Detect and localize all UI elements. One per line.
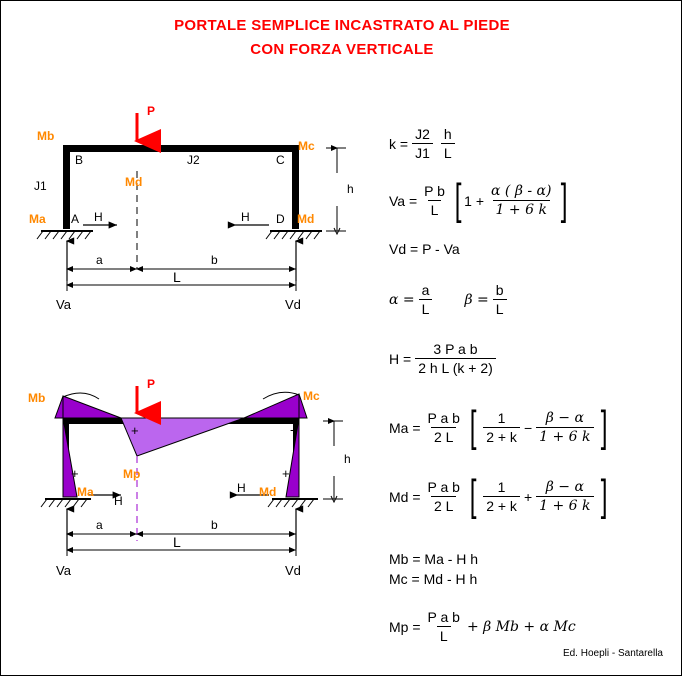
formula-mc — [389, 571, 477, 587]
label-top-Vd: Vd — [285, 297, 301, 312]
formula-mp-lhs: Mp = — [389, 618, 421, 635]
formula-md-frac1: $\frac{\text{P a b}}{2 L}$ — [427, 479, 460, 514]
formula-va — [389, 175, 571, 225]
label-bot-plus-span: + — [131, 423, 139, 438]
formula-vd — [389, 241, 460, 257]
label-top-Ma: Ma — [29, 212, 46, 226]
label-bot-Mc: Mc — [303, 389, 320, 403]
formula-md — [389, 471, 610, 521]
formula-md-lhs: Md = — [389, 488, 421, 505]
formula-ma — [389, 402, 610, 452]
formula-k — [389, 126, 459, 161]
formula-mb — [389, 551, 478, 567]
label-bot-Md: Md — [259, 485, 277, 499]
label-bot-b: b — [211, 518, 218, 532]
label-top-L: L — [173, 269, 181, 285]
formula-ma-frac2: $\frac{1}{2 + k}$ — [483, 410, 520, 445]
formula-ma-op: − — [523, 419, 533, 436]
formula-mp — [389, 609, 576, 644]
label-bot-h: h — [344, 452, 351, 466]
formula-alpha — [389, 282, 511, 317]
formula-va-lhs: Va = — [389, 192, 418, 209]
bracket-close-icon: ] — [561, 175, 568, 225]
bracket-open-icon: [ — [454, 175, 462, 225]
formula-beta-frac: $\frac{b}{L}$ — [493, 282, 507, 317]
formula-ma-lhs: Ma = — [389, 419, 421, 436]
label-top-Md-mid: Md — [125, 175, 143, 189]
formula-h — [389, 341, 500, 376]
formula-md-frac3: $\frac{\beta - \alpha}{1 + 6 k}$ — [536, 479, 593, 514]
formula-mp-tail: + β Mb + α Mc — [466, 618, 576, 635]
formula-ma-frac3: $\frac{\beta - \alpha}{1 + 6 k}$ — [536, 410, 593, 445]
formula-va-frac2: $\frac{\alpha ( \beta - \alpha)}{1 + 6 k}$ — [491, 183, 552, 218]
page-title-line2: CON FORZA VERTICALE — [250, 41, 434, 58]
label-top-J1: J1 — [34, 179, 47, 193]
label-bot-Ma: Ma — [77, 485, 94, 499]
label-top-b: b — [211, 253, 218, 267]
label-top-Mc: Mc — [298, 139, 315, 153]
label-bot-Mb: Mb — [28, 391, 46, 405]
diagrams-svg — [1, 1, 682, 677]
formula-mb-text: Mb = Ma - H h — [389, 551, 479, 567]
label-top-H-left: H — [94, 210, 103, 224]
label-bot-plus-left-col: + — [71, 466, 79, 481]
label-top-H-right: H — [241, 210, 250, 224]
label-bot-Va: Va — [56, 563, 71, 578]
formula-md-op: + — [523, 488, 533, 505]
label-top-A: A — [71, 212, 80, 226]
label-bot-P: P — [147, 377, 156, 391]
label-top-C: C — [276, 153, 285, 167]
label-top-J2: J2 — [187, 153, 200, 167]
formula-vd-text: Vd = P - Va — [389, 241, 460, 257]
bracket-close-icon: ] — [600, 471, 607, 521]
label-top-P: P — [147, 104, 156, 118]
page-title-line1: PORTALE SEMPLICE INCASTRATO AL PIEDE — [174, 17, 510, 34]
label-bot-Vd: Vd — [285, 563, 301, 578]
label-top-Va: Va — [56, 297, 71, 312]
bracket-open-icon: [ — [469, 471, 477, 521]
formula-va-inner-lead: 1 + — [464, 192, 485, 209]
label-top-a: a — [96, 253, 103, 267]
label-top-Mb: Mb — [37, 129, 55, 143]
label-bot-a: a — [96, 518, 103, 532]
bracket-open-icon: [ — [469, 402, 477, 452]
label-bot-minus-right: - — [290, 422, 295, 437]
label-bot-plus-right-col: + — [282, 466, 290, 481]
formula-mc-text: Mc = Md - H h — [389, 571, 478, 587]
formula-k-frac2: $\frac{h}{L}$ — [441, 126, 455, 161]
formula-h-lhs: H = — [389, 350, 412, 367]
formula-alpha-lhs: α = — [389, 291, 415, 308]
label-bot-H-right: H — [237, 481, 246, 495]
label-top-Md: Md — [297, 212, 315, 226]
formula-h-frac: $\frac{\text{3 P a b}}{\text{2 h L (k + 2)}}$ — [415, 341, 496, 376]
bracket-close-icon: ] — [600, 402, 607, 452]
label-top-D: D — [276, 212, 285, 226]
label-bot-Mp: Mp — [123, 467, 141, 481]
formula-md-frac2: $\frac{1}{2 + k}$ — [483, 479, 520, 514]
label-bot-L: L — [173, 534, 181, 550]
formula-va-frac1: $\frac{\text{P b}}{L}$ — [424, 183, 445, 218]
label-bot-H-left: H — [114, 494, 123, 508]
label-top-h: h — [347, 182, 354, 196]
formula-ma-frac1: $\frac{\text{P a b}}{2 L}$ — [427, 410, 460, 445]
label-top-B: B — [75, 153, 84, 167]
formula-beta-lhs: β = — [464, 291, 489, 308]
formula-mp-frac: $\frac{\text{P a b}}{L}$ — [427, 609, 460, 644]
formula-k-frac1: $\frac{J2}{J1}$ — [412, 126, 433, 161]
formula-k-lhs: k = — [389, 135, 409, 152]
credit-text: Ed. Hoepli - Santarella — [562, 648, 663, 659]
formula-alpha-frac: $\frac{a}{L}$ — [419, 282, 433, 317]
